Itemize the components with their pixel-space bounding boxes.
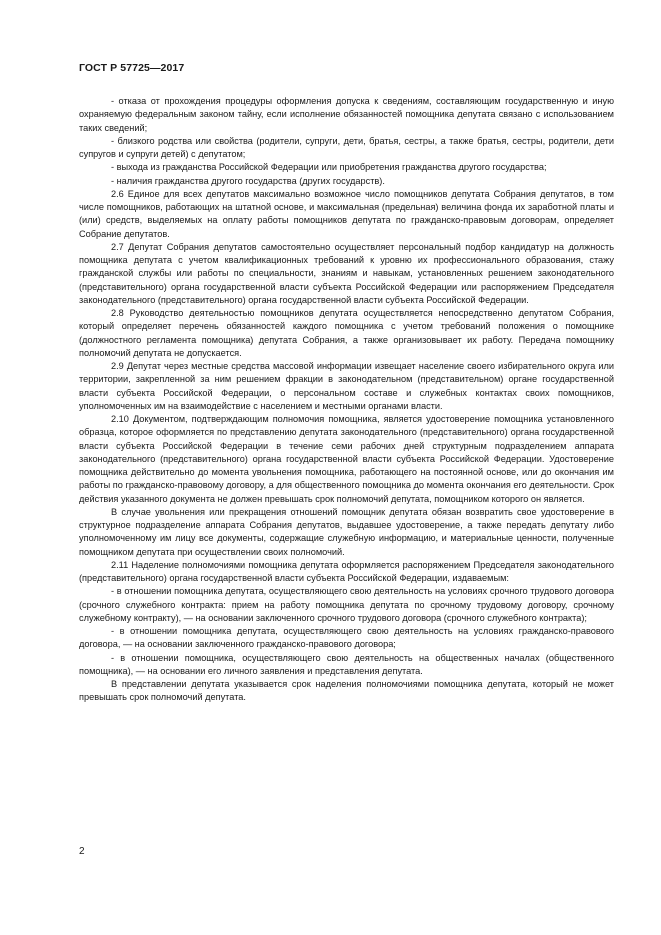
paragraph: 2.11 Наделение полномочиями помощника депутата оформляется распоряжением Председателя законодательного (представительного) органа государственной власти субъекта Российской Федерации, издаваемым: <box>79 559 614 583</box>
paragraph: 2.7 Депутат Собрания депутатов самостоятельно осуществляет персональный подбор кандидатур на должность помощника депутата с учетом квалификационных требований к уровню их профессионального образования, стажу гражданской службы или работы по специальности, знаниям и навыкам, установленных решением законодательного (представительного) органа государственной власти субъекта Российской Федерации или распоряжением Председателя законодательного (представительного) органа государственной власти субъекта Российской Федерации. <box>79 241 614 305</box>
paragraph: 2.6 Единое для всех депутатов максимально возможное число помощников депутата Собрания депутатов, в том числе помощников, работающих на штатной основе, и максимальная (предельная) величина фонда их заработной платы и (или) средств, выделяемых на оплату работы помощников депутата по гражданско-правовым договорам, определяет Собрание депутатов. <box>79 188 614 239</box>
paragraph: 2.9 Депутат через местные средства массовой информации извещает население своего избирательного округа или территории, закрепленной за ним решением фракции в законодательном (представительном) органе государственной власти субъекта Российской Федерации, о персональном составе и служебных контактах своих помощников, уполномоченных им на взаимодействие с населением и местными органами власти. <box>79 361 614 411</box>
paragraph: - отказа от прохождения процедуры оформления допуска к сведениям, составляющим государственную и иную охраняемую федеральным законом тайну, если исполнение обязанностей помощника депутата связано с использованием таких сведений; <box>79 96 614 133</box>
paragraph: В случае увольнения или прекращения отношений помощник депутата обязан возвратить свое удостоверение в структурное подразделение аппарата Собрания депутатов, выдавшее удостоверение, а также передать депутату либо уполномоченному им лицу все документы, содержащие служебную информацию, и материальные ценности, полученные помощником депутата при осуществлении своих полномочий. <box>79 506 614 557</box>
document-body <box>79 95 614 705</box>
paragraph: - выхода из гражданства Российской Федерации или приобретения гражданства другого государства; <box>111 162 547 173</box>
paragraph: - в отношении помощника депутата, осуществляющего свою деятельность на условиях срочного трудового договора (срочного служебного контракта: прием на работу помощника депутата по срочному трудовому договору, срочному служебному контракту), — на основании заключенного срочного трудового договора (срочного служебного контракта); <box>79 586 614 623</box>
paragraph: - близкого родства или свойства (родители, супруги, дети, братья, сестры, а также братья, сестры, родители, дети супругов и супруги детей) с депутатом; <box>79 135 614 159</box>
paragraph: - в отношении помощника депутата, осуществляющего свою деятельность на условиях гражданско-правового договора, — на основании заключенного гражданско-правового договора; <box>79 626 614 650</box>
paragraph: В представлении депутата указывается срок наделения полномочиями помощника депутата, который не может превышать срок полномочий депутата. <box>79 679 614 703</box>
document-header: ГОСТ Р 57725—2017 <box>79 62 185 74</box>
page-number: 2 <box>79 846 85 857</box>
paragraph: - наличия гражданства другого государства (других государств). <box>111 175 385 186</box>
paragraph: - в отношении помощника, осуществляющего свою деятельность на общественных началах (общественного помощника), — на основании его личного заявления и представления депутата. <box>79 652 614 676</box>
paragraph: 2.10 Документом, подтверждающим полномочия помощника, является удостоверение помощника установленного образца, которое оформляется по представлению депутата законодательного (представительного) органа государственной власти субъекта Российской Федерации в течение семи рабочих дней структурным подразделением аппарата законодательного (представительного) органа государственной власти субъекта Российской Федерации. Удостоверение помощника действительно до момента увольнения помощника, работающего на постоянной основе, или до окончания им работы по гражданско-правовому договору, а для общественного помощника до момента окончания его деятельности. Срок действия указанного документа не должен превышать срок полномочий депутата, помощником которого он является. <box>79 414 614 504</box>
paragraph: 2.8 Руководство деятельностью помощников депутата осуществляется непосредственно депутатом Собрания, который определяет перечень обязанностей каждого помощника с учетом требований положения о помощнике (должностного регламента помощника) депутата Собрания, а также организовывает их работу. Передача помощнику полномочий депутата не допускается. <box>79 308 614 358</box>
